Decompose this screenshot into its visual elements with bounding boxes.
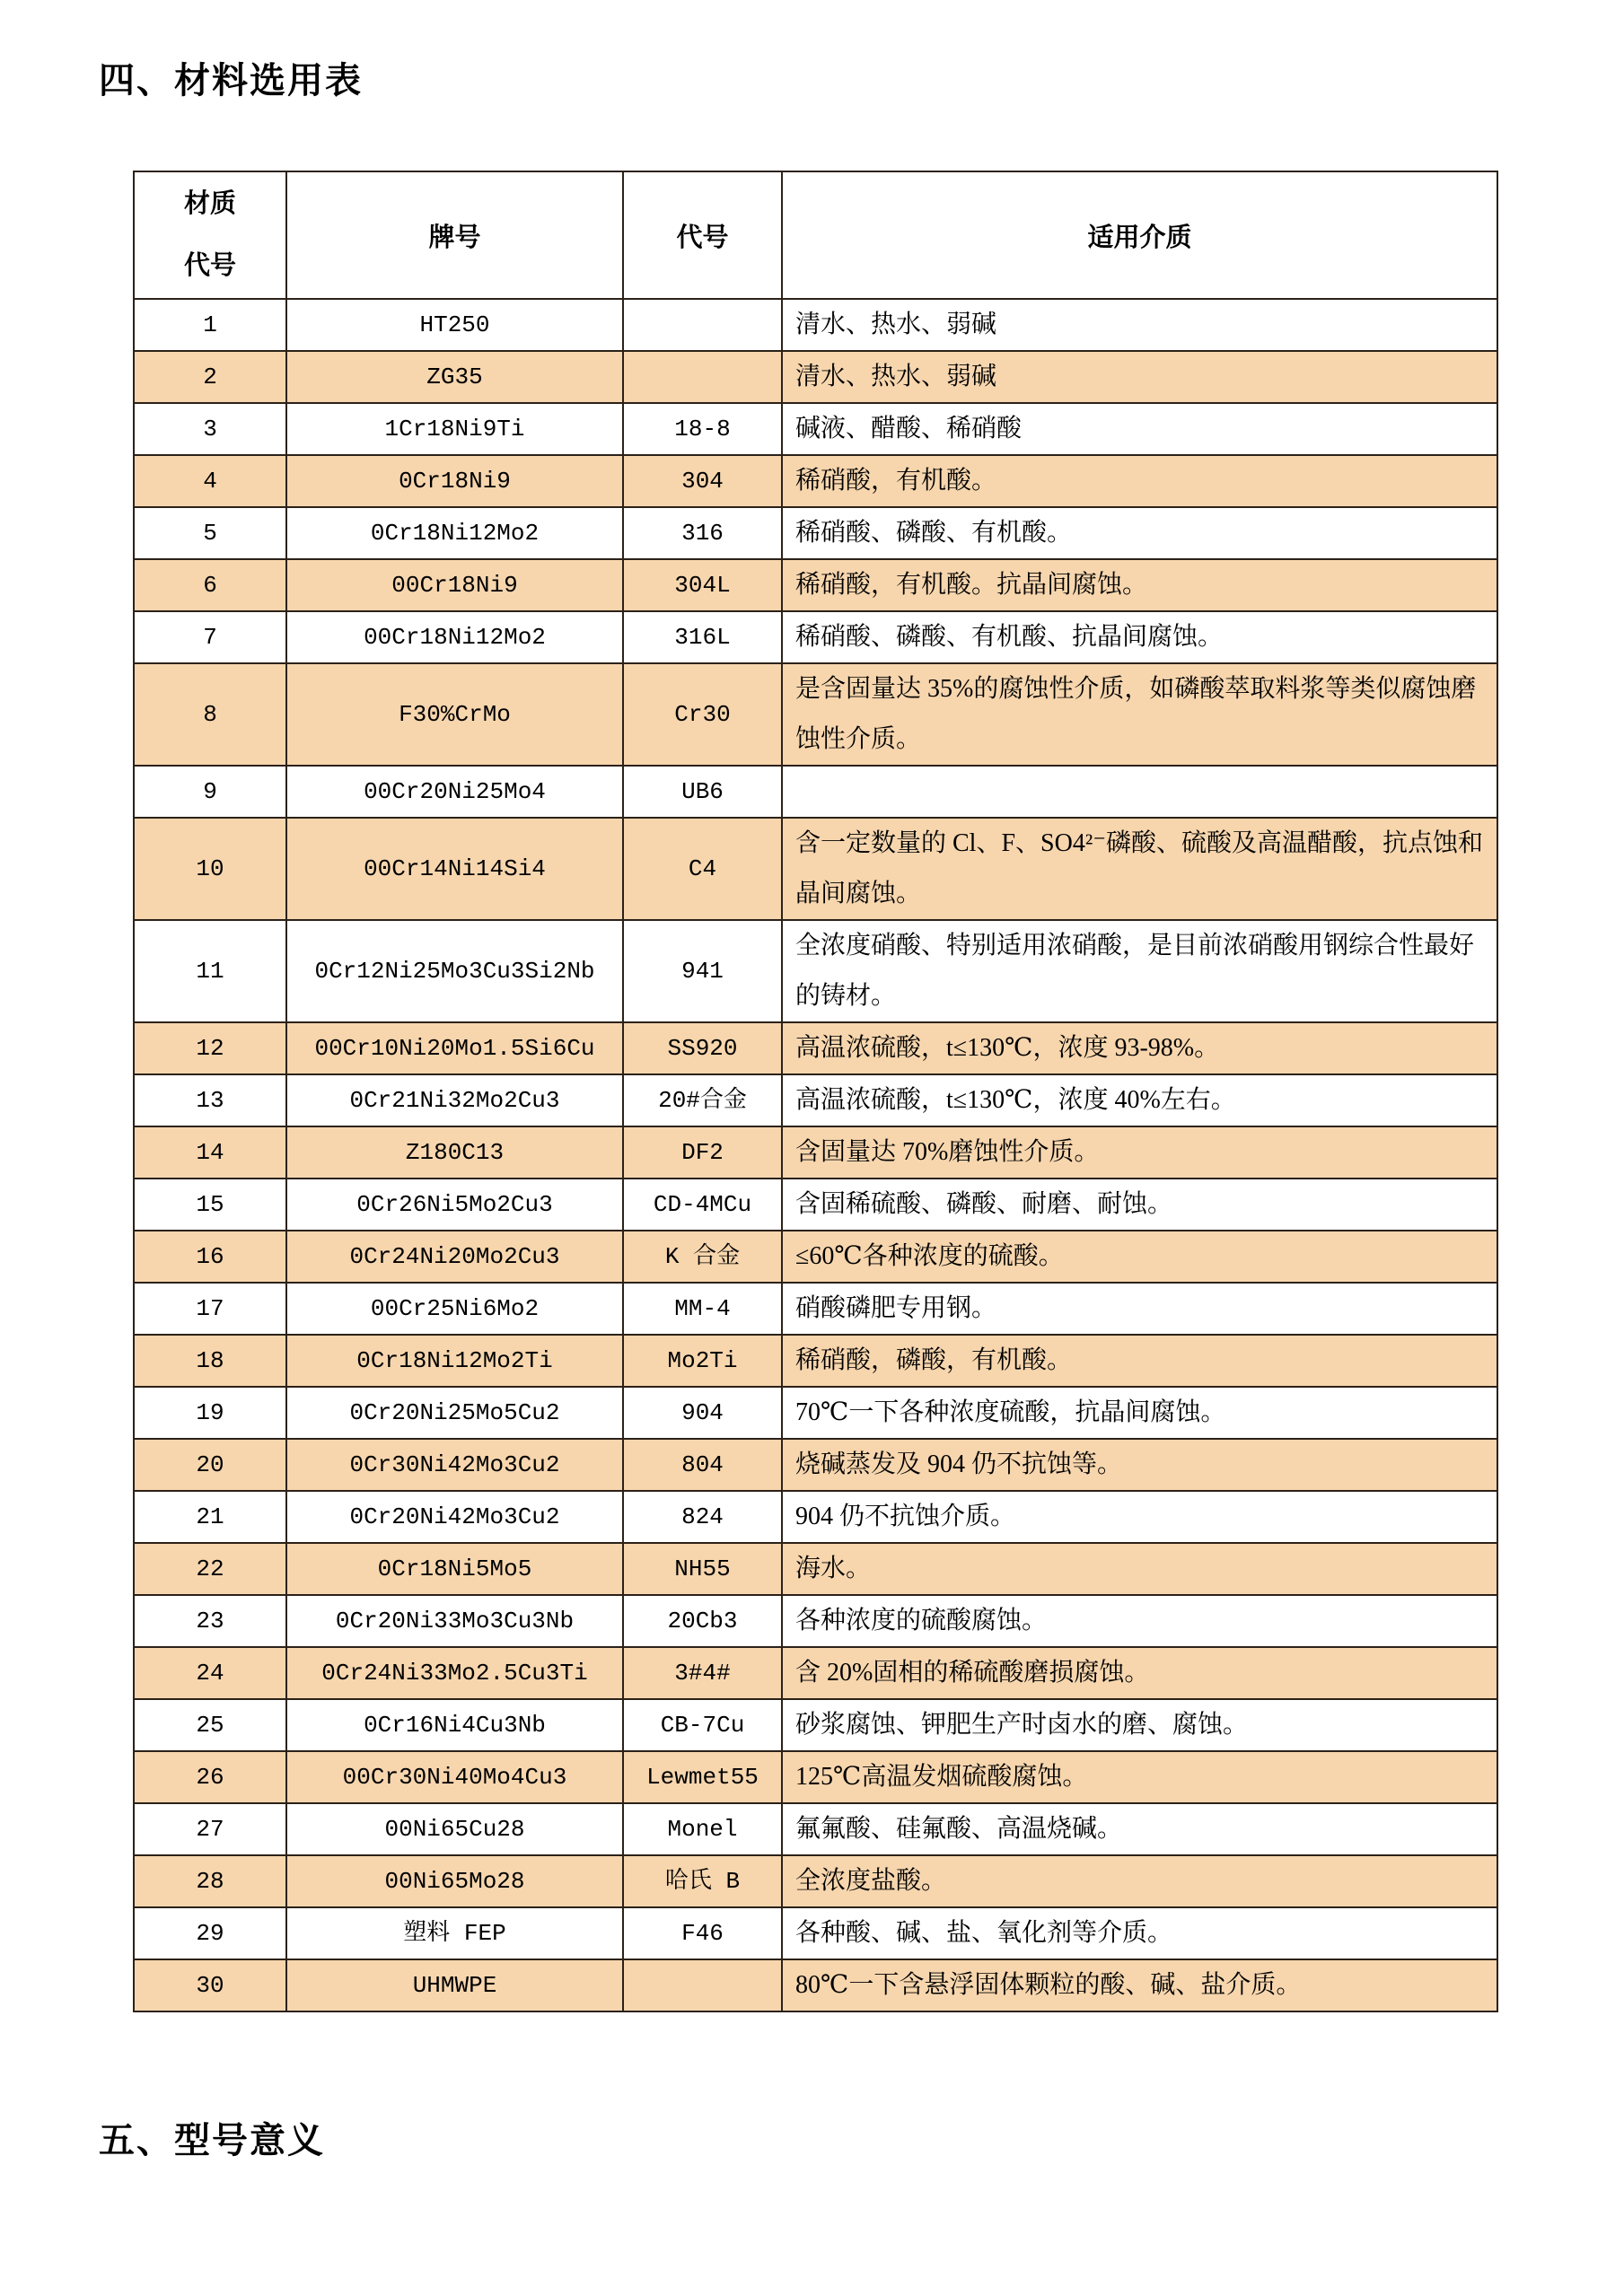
alias-cell: K 合金 bbox=[623, 1231, 782, 1283]
header-alias: 代号 bbox=[623, 171, 782, 299]
grade-cell: 1Cr18Ni9Ti bbox=[286, 403, 623, 455]
alias-cell: 316L bbox=[623, 611, 782, 663]
material-code-cell: 12 bbox=[134, 1022, 286, 1074]
table-row bbox=[134, 1491, 1497, 1543]
material-code-cell: 21 bbox=[134, 1491, 286, 1543]
table-row bbox=[134, 611, 1497, 663]
media-cell: 高温浓硫酸，t≤130℃，浓度 93-98%。 bbox=[782, 1022, 1497, 1074]
grade-cell: ZG35 bbox=[286, 351, 623, 403]
table-row bbox=[134, 1022, 1497, 1074]
material-code-cell: 17 bbox=[134, 1283, 286, 1335]
alias-cell bbox=[623, 299, 782, 351]
media-cell: ≤60℃各种浓度的硫酸。 bbox=[782, 1231, 1497, 1283]
material-code-cell: 4 bbox=[134, 455, 286, 507]
media-cell: 各种酸、碱、盐、氧化剂等介质。 bbox=[782, 1907, 1497, 1959]
media-cell: 125℃高温发烟硫酸腐蚀。 bbox=[782, 1751, 1497, 1803]
grade-cell: F30%CrMo bbox=[286, 663, 623, 766]
alias-cell: Cr30 bbox=[623, 663, 782, 766]
media-cell: 稀硝酸，有机酸。 bbox=[782, 455, 1497, 507]
grade-cell: 0Cr18Ni5Mo5 bbox=[286, 1543, 623, 1595]
alias-cell bbox=[623, 351, 782, 403]
alias-cell: DF2 bbox=[623, 1126, 782, 1179]
header-grade: 牌号 bbox=[286, 171, 623, 299]
header-material-code-line1: 材质 bbox=[183, 189, 236, 218]
grade-cell: 塑料 FEP bbox=[286, 1907, 623, 1959]
material-code-cell: 11 bbox=[134, 920, 286, 1022]
grade-cell: Z180C13 bbox=[286, 1126, 623, 1179]
table-row bbox=[134, 1907, 1497, 1959]
header-material-code bbox=[134, 171, 286, 299]
alias-cell: 804 bbox=[623, 1439, 782, 1491]
grade-cell: UHMWPE bbox=[286, 1959, 623, 2011]
grade-cell: 00Cr14Ni14Si4 bbox=[286, 818, 623, 920]
table-row bbox=[134, 1855, 1497, 1907]
alias-cell: 哈氏 B bbox=[623, 1855, 782, 1907]
grade-cell: 0Cr20Ni42Mo3Cu2 bbox=[286, 1491, 623, 1543]
table-row bbox=[134, 1699, 1497, 1751]
grade-cell: 00Cr20Ni25Mo4 bbox=[286, 766, 623, 818]
grade-cell: 0Cr21Ni32Mo2Cu3 bbox=[286, 1074, 623, 1126]
media-cell: 是含固量达 35%的腐蚀性介质，如磷酸萃取料浆等类似腐蚀磨蚀性介质。 bbox=[782, 663, 1497, 766]
material-code-cell: 5 bbox=[134, 507, 286, 559]
table-row bbox=[134, 1803, 1497, 1855]
alias-cell: F46 bbox=[623, 1907, 782, 1959]
alias-cell: 304L bbox=[623, 559, 782, 611]
table-row bbox=[134, 351, 1497, 403]
grade-cell: 0Cr16Ni4Cu3Nb bbox=[286, 1699, 623, 1751]
media-cell: 稀硝酸、磷酸、有机酸、抗晶间腐蚀。 bbox=[782, 611, 1497, 663]
grade-cell: 0Cr26Ni5Mo2Cu3 bbox=[286, 1179, 623, 1231]
alias-cell: 941 bbox=[623, 920, 782, 1022]
material-code-cell: 20 bbox=[134, 1439, 286, 1491]
media-cell: 904 仍不抗蚀介质。 bbox=[782, 1491, 1497, 1543]
alias-cell: UB6 bbox=[623, 766, 782, 818]
media-cell: 70℃一下各种浓度硫酸，抗晶间腐蚀。 bbox=[782, 1387, 1497, 1439]
table-row bbox=[134, 1959, 1497, 2011]
table-row bbox=[134, 403, 1497, 455]
table-row bbox=[134, 1283, 1497, 1335]
header-material-code-line2: 代号 bbox=[183, 251, 236, 280]
material-code-cell: 16 bbox=[134, 1231, 286, 1283]
alias-cell: C4 bbox=[623, 818, 782, 920]
section-5-title: 五、型号意义 bbox=[99, 2120, 325, 2160]
media-cell: 清水、热水、弱碱 bbox=[782, 351, 1497, 403]
grade-cell: 00Cr18Ni9 bbox=[286, 559, 623, 611]
grade-cell: 0Cr18Ni12Mo2 bbox=[286, 507, 623, 559]
alias-cell: 904 bbox=[623, 1387, 782, 1439]
table-row bbox=[134, 1751, 1497, 1803]
table-row bbox=[134, 299, 1497, 351]
material-code-cell: 3 bbox=[134, 403, 286, 455]
material-code-cell: 13 bbox=[134, 1074, 286, 1126]
grade-cell: 00Cr25Ni6Mo2 bbox=[286, 1283, 623, 1335]
table-row bbox=[134, 1595, 1497, 1647]
alias-cell: CD-4MCu bbox=[623, 1179, 782, 1231]
media-cell: 清水、热水、弱碱 bbox=[782, 299, 1497, 351]
media-cell: 稀硝酸，磷酸，有机酸。 bbox=[782, 1335, 1497, 1387]
material-code-cell: 10 bbox=[134, 818, 286, 920]
material-code-cell: 19 bbox=[134, 1387, 286, 1439]
table-row bbox=[134, 1335, 1497, 1387]
header-media: 适用介质 bbox=[782, 171, 1497, 299]
media-cell: 海水。 bbox=[782, 1543, 1497, 1595]
grade-cell: 0Cr20Ni33Mo3Cu3Nb bbox=[286, 1595, 623, 1647]
material-code-cell: 27 bbox=[134, 1803, 286, 1855]
material-code-cell: 6 bbox=[134, 559, 286, 611]
material-code-cell: 25 bbox=[134, 1699, 286, 1751]
table-row bbox=[134, 1647, 1497, 1699]
material-code-cell: 22 bbox=[134, 1543, 286, 1595]
media-cell: 含一定数量的 Cl、F、SO4²⁻磷酸、硫酸及高温醋酸，抗点蚀和晶间腐蚀。 bbox=[782, 818, 1497, 920]
grade-cell: 0Cr24Ni33Mo2.5Cu3Ti bbox=[286, 1647, 623, 1699]
table-row bbox=[134, 559, 1497, 611]
alias-cell: CB-7Cu bbox=[623, 1699, 782, 1751]
material-code-cell: 18 bbox=[134, 1335, 286, 1387]
grade-cell: 00Cr30Ni40Mo4Cu3 bbox=[286, 1751, 623, 1803]
alias-cell bbox=[623, 1959, 782, 2011]
grade-cell: HT250 bbox=[286, 299, 623, 351]
media-cell: 各种浓度的硫酸腐蚀。 bbox=[782, 1595, 1497, 1647]
material-code-cell: 28 bbox=[134, 1855, 286, 1907]
table-row bbox=[134, 766, 1497, 818]
alias-cell: 20#合金 bbox=[623, 1074, 782, 1126]
table-row bbox=[134, 1126, 1497, 1179]
media-cell: 全浓度硝酸、特别适用浓硝酸，是目前浓硝酸用钢综合性最好的铸材。 bbox=[782, 920, 1497, 1022]
alias-cell: Monel bbox=[623, 1803, 782, 1855]
media-cell: 稀硝酸，有机酸。抗晶间腐蚀。 bbox=[782, 559, 1497, 611]
material-code-cell: 1 bbox=[134, 299, 286, 351]
grade-cell: 00Ni65Mo28 bbox=[286, 1855, 623, 1907]
media-cell: 含固稀硫酸、磷酸、耐磨、耐蚀。 bbox=[782, 1179, 1497, 1231]
table-row bbox=[134, 1439, 1497, 1491]
material-code-cell: 26 bbox=[134, 1751, 286, 1803]
grade-cell: 0Cr20Ni25Mo5Cu2 bbox=[286, 1387, 623, 1439]
material-selection-table bbox=[133, 171, 1498, 2012]
table-row bbox=[134, 1387, 1497, 1439]
material-code-cell: 24 bbox=[134, 1647, 286, 1699]
material-code-cell: 15 bbox=[134, 1179, 286, 1231]
media-cell: 80℃一下含悬浮固体颗粒的酸、碱、盐介质。 bbox=[782, 1959, 1497, 2011]
grade-cell: 00Ni65Cu28 bbox=[286, 1803, 623, 1855]
alias-cell: 316 bbox=[623, 507, 782, 559]
material-code-cell: 8 bbox=[134, 663, 286, 766]
media-cell: 碱液、醋酸、稀硝酸 bbox=[782, 403, 1497, 455]
alias-cell: 824 bbox=[623, 1491, 782, 1543]
grade-cell: 0Cr24Ni20Mo2Cu3 bbox=[286, 1231, 623, 1283]
media-cell bbox=[782, 766, 1497, 818]
table-row bbox=[134, 920, 1497, 1022]
media-cell: 硝酸磷肥专用钢。 bbox=[782, 1283, 1497, 1335]
material-code-cell: 14 bbox=[134, 1126, 286, 1179]
media-cell: 含固量达 70%磨蚀性介质。 bbox=[782, 1126, 1497, 1179]
material-code-cell: 30 bbox=[134, 1959, 286, 2011]
alias-cell: Lewmet55 bbox=[623, 1751, 782, 1803]
media-cell: 含 20%固相的稀硫酸磨损腐蚀。 bbox=[782, 1647, 1497, 1699]
table-row bbox=[134, 455, 1497, 507]
media-cell: 稀硝酸、磷酸、有机酸。 bbox=[782, 507, 1497, 559]
alias-cell: 18-8 bbox=[623, 403, 782, 455]
table-row bbox=[134, 1179, 1497, 1231]
table-row bbox=[134, 1074, 1497, 1126]
media-cell: 氟氟酸、硅氟酸、高温烧碱。 bbox=[782, 1803, 1497, 1855]
media-cell: 砂浆腐蚀、钾肥生产时卤水的磨、腐蚀。 bbox=[782, 1699, 1497, 1751]
media-cell: 全浓度盐酸。 bbox=[782, 1855, 1497, 1907]
alias-cell: 3#4# bbox=[623, 1647, 782, 1699]
media-cell: 高温浓硫酸，t≤130℃，浓度 40%左右。 bbox=[782, 1074, 1497, 1126]
material-code-cell: 2 bbox=[134, 351, 286, 403]
header-row bbox=[134, 171, 1497, 299]
material-code-cell: 9 bbox=[134, 766, 286, 818]
grade-cell: 0Cr18Ni9 bbox=[286, 455, 623, 507]
grade-cell: 00Cr18Ni12Mo2 bbox=[286, 611, 623, 663]
table-row bbox=[134, 1543, 1497, 1595]
material-code-cell: 23 bbox=[134, 1595, 286, 1647]
material-code-cell: 7 bbox=[134, 611, 286, 663]
grade-cell: 00Cr10Ni20Mo1.5Si6Cu bbox=[286, 1022, 623, 1074]
alias-cell: 20Cb3 bbox=[623, 1595, 782, 1647]
alias-cell: NH55 bbox=[623, 1543, 782, 1595]
table-row bbox=[134, 818, 1497, 920]
alias-cell: MM-4 bbox=[623, 1283, 782, 1335]
grade-cell: 0Cr18Ni12Mo2Ti bbox=[286, 1335, 623, 1387]
alias-cell: 304 bbox=[623, 455, 782, 507]
table-row bbox=[134, 1231, 1497, 1283]
media-cell: 烧碱蒸发及 904 仍不抗蚀等。 bbox=[782, 1439, 1497, 1491]
alias-cell: Mo2Ti bbox=[623, 1335, 782, 1387]
table-row bbox=[134, 663, 1497, 766]
material-code-cell: 29 bbox=[134, 1907, 286, 1959]
grade-cell: 0Cr12Ni25Mo3Cu3Si2Nb bbox=[286, 920, 623, 1022]
table-row bbox=[134, 507, 1497, 559]
alias-cell: SS920 bbox=[623, 1022, 782, 1074]
section-4-title: 四、材料选用表 bbox=[99, 60, 363, 101]
grade-cell: 0Cr30Ni42Mo3Cu2 bbox=[286, 1439, 623, 1491]
